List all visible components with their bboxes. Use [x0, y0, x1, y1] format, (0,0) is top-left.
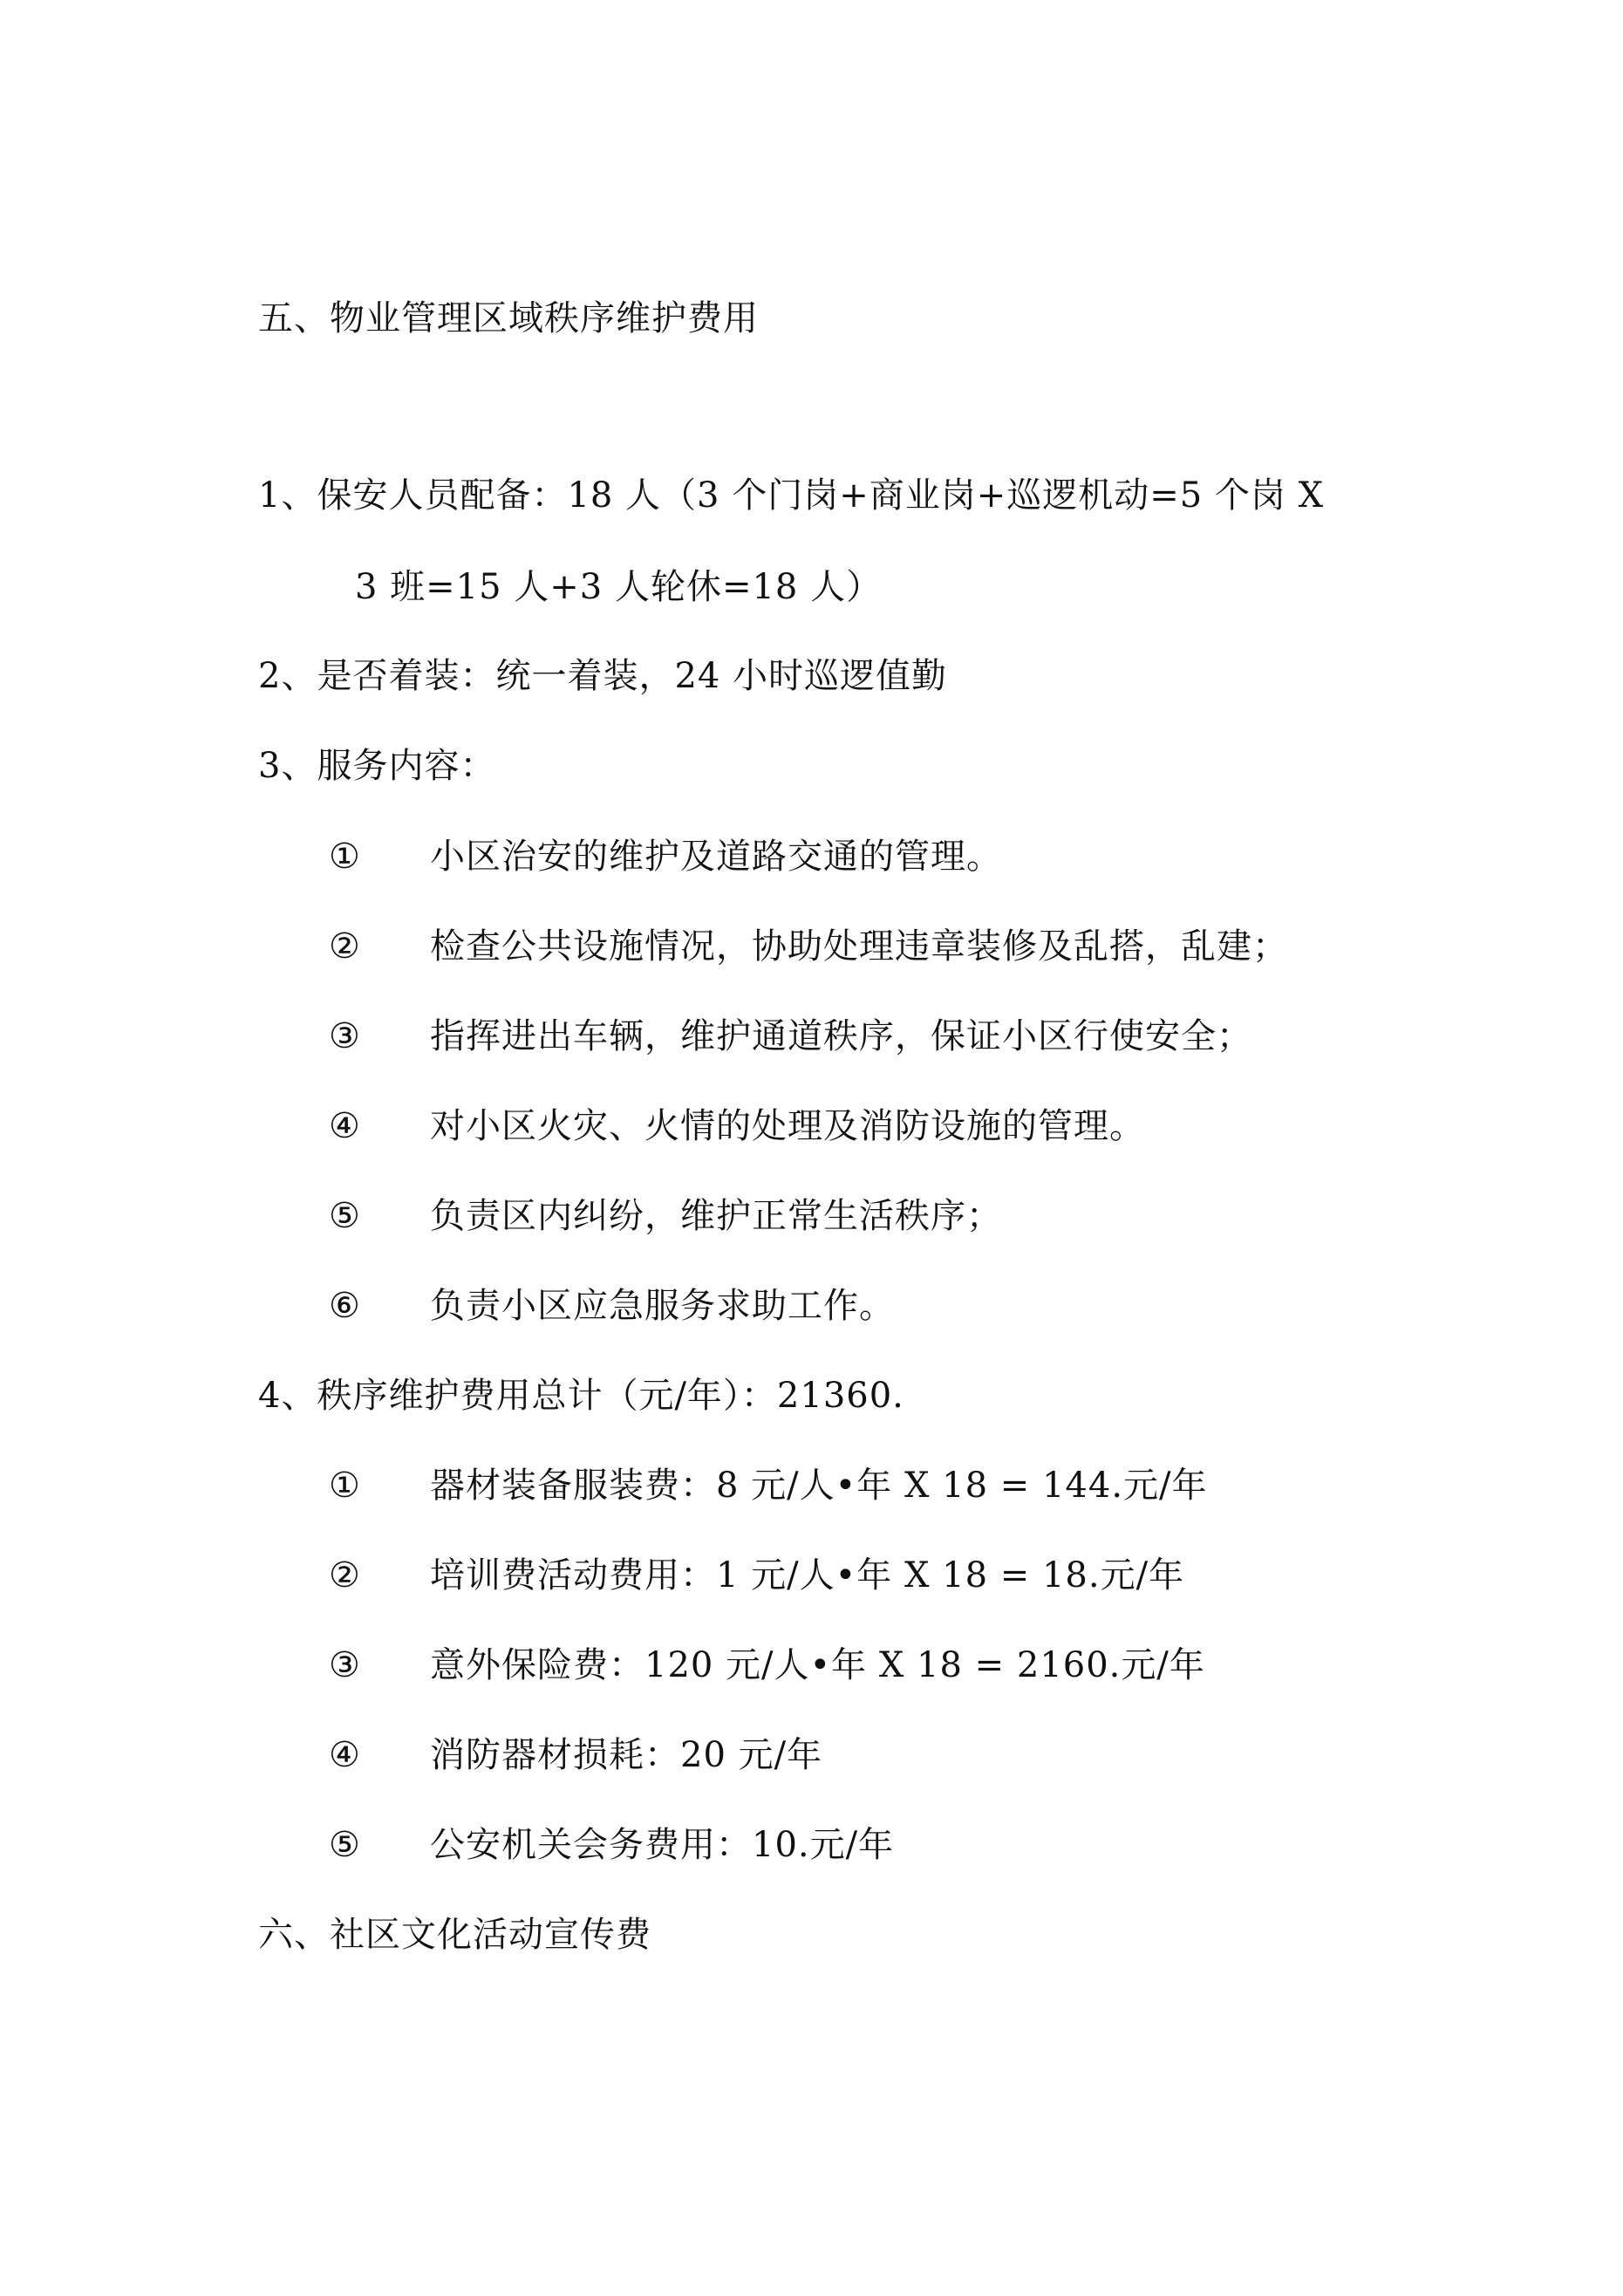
cost-text: 消防器材损耗：20 元/年: [430, 1735, 823, 1775]
cost-text: 公安机关会务费用：10.元/年: [430, 1825, 895, 1865]
service-text: 对小区火灾、火情的处理及消防设施的管理。: [430, 1106, 1145, 1146]
service-text: 负责区内纠纷，维护正常生活秩序；: [430, 1196, 1002, 1236]
section-6-title: 六、社区文化活动宣传费: [258, 1915, 651, 1955]
service-marker: ③: [329, 1016, 360, 1056]
item-4-cost-total: 4、秩序维护费用总计（元/年）：21360.: [258, 1376, 904, 1416]
service-marker: ⑥: [329, 1286, 360, 1326]
item-3-service-content: 3、服务内容：: [258, 746, 496, 786]
cost-text: 培训费活动费用：1 元/人•年 X 18 = 18.元/年: [430, 1555, 1185, 1596]
service-marker: ①: [329, 837, 360, 877]
cost-marker: ③: [329, 1645, 360, 1685]
service-marker: ⑤: [329, 1196, 360, 1236]
cost-text: 意外保险费：120 元/人•年 X 18 = 2160.元/年: [430, 1645, 1205, 1685]
service-text: 检查公共设施情况，协助处理违章装修及乱搭，乱建；: [430, 926, 1288, 967]
item-1-staffing-continued: 3 班=15 人+3 人轮休=18 人）: [355, 567, 883, 607]
service-marker: ②: [329, 926, 360, 967]
cost-marker: ②: [329, 1555, 360, 1596]
item-2-uniform: 2、是否着装：统一着装，24 小时巡逻值勤: [258, 656, 948, 696]
service-text: 指挥进出车辆，维护通道秩序，保证小区行使安全；: [430, 1016, 1252, 1056]
cost-marker: ①: [329, 1466, 360, 1506]
service-marker: ④: [329, 1106, 360, 1146]
cost-text: 器材装备服装费：8 元/人•年 X 18 = 144.元/年: [430, 1466, 1208, 1506]
cost-marker: ⑤: [329, 1825, 360, 1865]
service-text: 小区治安的维护及道路交通的管理。: [430, 837, 1002, 877]
service-text: 负责小区应急服务求助工作。: [430, 1286, 895, 1326]
item-1-staffing: 1、保安人员配备：18 人（3 个门岗+商业岗+巡逻机动=5 个岗 X: [258, 475, 1325, 516]
section-5-title: 五、物业管理区域秩序维护费用: [258, 298, 759, 338]
cost-marker: ④: [329, 1735, 360, 1775]
